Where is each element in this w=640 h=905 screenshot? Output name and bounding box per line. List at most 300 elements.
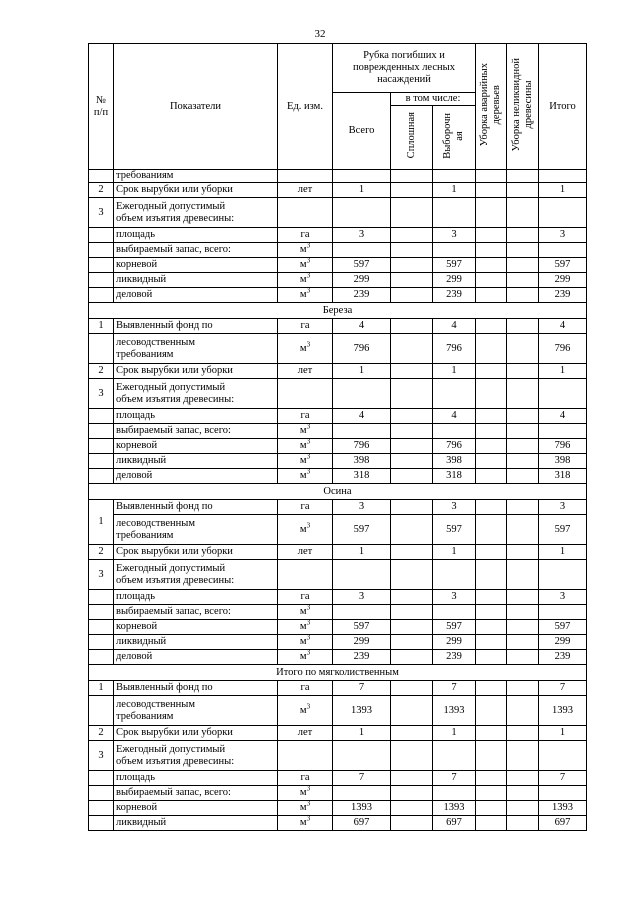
table-cell: [539, 786, 587, 801]
table-cell: 1: [433, 726, 476, 741]
table-cell: [507, 786, 539, 801]
table-cell: [391, 786, 433, 801]
table-cell: [476, 469, 507, 484]
table-cell: 1393: [433, 801, 476, 816]
table-cell: [391, 771, 433, 786]
table-cell: [433, 170, 476, 183]
col-illiquid-header: Уборка неликвидной древесины: [507, 44, 539, 170]
table-cell: $м^3$: [278, 786, 333, 801]
table-row: [89, 816, 587, 831]
table-cell: [476, 741, 507, 771]
table-cell: [391, 560, 433, 590]
table-cell: 697: [333, 816, 391, 831]
table-cell: [391, 635, 433, 650]
table-cell: [333, 560, 391, 590]
table-cell: 1: [333, 183, 391, 198]
table-cell: 597: [433, 515, 476, 545]
table-cell: деловой: [114, 650, 278, 665]
table-cell: $м^3$: [278, 258, 333, 273]
table-cell: 398: [433, 454, 476, 469]
table-cell: 4: [433, 409, 476, 424]
table-cell: 1393: [539, 696, 587, 726]
table-cell: [391, 545, 433, 560]
table-cell: [391, 288, 433, 303]
table-cell: [391, 726, 433, 741]
table-cell: Ежегодный допустимый объем изъятия древесины:: [114, 741, 278, 771]
table-cell: 597: [539, 620, 587, 635]
table-cell: выбираемый запас, всего:: [114, 786, 278, 801]
table-cell: деловой: [114, 288, 278, 303]
table-cell: [89, 635, 114, 650]
table-cell: [507, 726, 539, 741]
table-cell: [89, 288, 114, 303]
table-cell: $м^3$: [278, 801, 333, 816]
col-emergency-header: Уборка аварийных деревьев: [476, 44, 507, 170]
table-cell: [391, 741, 433, 771]
table-cell: 3: [539, 228, 587, 243]
table-cell: ликвидный: [114, 816, 278, 831]
table-cell: Срок вырубки или уборки: [114, 545, 278, 560]
table-cell: [476, 545, 507, 560]
table-cell: $м^3$: [278, 696, 333, 726]
section-aspen: [89, 484, 587, 500]
table-cell: [391, 273, 433, 288]
table-cell: Выявленный фонд по: [114, 319, 278, 334]
table-cell: [476, 681, 507, 696]
table-cell: площадь: [114, 771, 278, 786]
table-cell: [476, 620, 507, 635]
table-cell: [391, 319, 433, 334]
table-cell: га: [278, 409, 333, 424]
table-cell: [476, 650, 507, 665]
table-cell: 398: [539, 454, 587, 469]
table-cell: [391, 469, 433, 484]
table-cell: [476, 439, 507, 454]
table-cell: [539, 243, 587, 258]
table-cell: [433, 243, 476, 258]
table-cell: [89, 273, 114, 288]
col-solid-header: Сплошная: [391, 106, 433, 170]
table-row: [89, 605, 587, 620]
table-cell: [391, 379, 433, 409]
table-cell: Срок вырубки или уборки: [114, 726, 278, 741]
table-cell: 597: [333, 258, 391, 273]
table-row: [89, 319, 587, 334]
table-cell: [507, 228, 539, 243]
table-cell: [507, 650, 539, 665]
table-cell: [278, 170, 333, 183]
table-cell: [391, 198, 433, 228]
table-cell: [507, 273, 539, 288]
table-row: [89, 620, 587, 635]
table-cell: $м^3$: [278, 605, 333, 620]
table-cell: $м^3$: [278, 243, 333, 258]
table-cell: [333, 605, 391, 620]
table-cell: лет: [278, 545, 333, 560]
table-cell: [507, 454, 539, 469]
table-cell: [476, 334, 507, 364]
table-cell: [476, 515, 507, 545]
table-cell: [89, 424, 114, 439]
table-cell: 1: [539, 364, 587, 379]
table-cell: 1393: [433, 696, 476, 726]
table-cell: Итого по мягколиственным: [89, 665, 587, 681]
table-cell: [507, 635, 539, 650]
table-cell: Выявленный фонд по: [114, 500, 278, 515]
table-cell: [476, 560, 507, 590]
table-cell: [507, 681, 539, 696]
table-cell: [507, 258, 539, 273]
table-cell: га: [278, 319, 333, 334]
table-cell: 796: [433, 439, 476, 454]
table-cell: 7: [433, 681, 476, 696]
table-cell: 299: [333, 273, 391, 288]
table-row: [89, 424, 587, 439]
table-cell: $м^3$: [278, 469, 333, 484]
table-cell: [391, 243, 433, 258]
table-cell: [507, 500, 539, 515]
table-cell: лесоводственным требованиям: [114, 515, 278, 545]
table-cell: 239: [539, 650, 587, 665]
table-cell: 2: [89, 183, 114, 198]
table-cell: [89, 650, 114, 665]
table-cell: 1: [539, 545, 587, 560]
table-cell: [507, 379, 539, 409]
table-row: [89, 183, 587, 198]
table-cell: га: [278, 500, 333, 515]
section-birch: [89, 303, 587, 319]
table-cell: га: [278, 681, 333, 696]
table-cell: [89, 439, 114, 454]
table-cell: 7: [433, 771, 476, 786]
table-cell: 1393: [333, 801, 391, 816]
table-cell: [89, 696, 114, 726]
table-cell: [89, 454, 114, 469]
table-cell: [333, 379, 391, 409]
table-cell: $м^3$: [278, 515, 333, 545]
table-cell: ликвидный: [114, 273, 278, 288]
table-cell: [433, 424, 476, 439]
table-cell: [391, 454, 433, 469]
table-cell: [476, 183, 507, 198]
table-cell: 3: [89, 379, 114, 409]
table-cell: 7: [539, 681, 587, 696]
table-row: [89, 364, 587, 379]
table-cell: [89, 228, 114, 243]
table-cell: Береза: [89, 303, 587, 319]
table-cell: [333, 198, 391, 228]
table-row: [89, 243, 587, 258]
table-cell: [539, 198, 587, 228]
table-cell: лет: [278, 364, 333, 379]
table-cell: [89, 590, 114, 605]
table-cell: [476, 243, 507, 258]
table-row: [89, 635, 587, 650]
table-cell: [278, 741, 333, 771]
table-row: [89, 469, 587, 484]
col-indicators-header: Показатели: [114, 44, 278, 170]
table-row: [89, 228, 587, 243]
table-cell: [333, 243, 391, 258]
col-unit-header: Ед. изм.: [278, 44, 333, 170]
table-cell: требованиям: [114, 170, 278, 183]
table-cell: 7: [333, 771, 391, 786]
table-cell: 3: [539, 500, 587, 515]
table-cell: [391, 439, 433, 454]
table-cell: [476, 801, 507, 816]
table-cell: 318: [433, 469, 476, 484]
table-cell: [433, 605, 476, 620]
table-cell: [507, 620, 539, 635]
table-row: [89, 681, 587, 696]
table-cell: [507, 801, 539, 816]
table-row: [89, 258, 587, 273]
table-cell: $м^3$: [278, 424, 333, 439]
table-cell: 597: [333, 620, 391, 635]
section-softwood-total: [89, 665, 587, 681]
table-cell: 299: [433, 635, 476, 650]
table-cell: [333, 424, 391, 439]
table-cell: лесоводственным требованиям: [114, 334, 278, 364]
table-cell: $м^3$: [278, 620, 333, 635]
table-cell: [476, 424, 507, 439]
table-cell: 3: [333, 590, 391, 605]
table-cell: [89, 170, 114, 183]
table-cell: [476, 273, 507, 288]
table-cell: [433, 786, 476, 801]
table-row: [89, 786, 587, 801]
table-cell: 4: [539, 319, 587, 334]
table-cell: 4: [333, 409, 391, 424]
table-cell: 597: [333, 515, 391, 545]
table-cell: 796: [333, 334, 391, 364]
page-number: 32: [314, 28, 326, 40]
table-cell: 3: [433, 228, 476, 243]
table-cell: 1393: [333, 696, 391, 726]
table-cell: лесоводственным требованиям: [114, 696, 278, 726]
table-row: [89, 198, 587, 228]
table-cell: [476, 198, 507, 228]
table-row: [89, 590, 587, 605]
table-cell: Ежегодный допустимый объем изъятия древесины:: [114, 379, 278, 409]
table-cell: [507, 696, 539, 726]
table-cell: [539, 170, 587, 183]
table-cell: [476, 605, 507, 620]
table-cell: [391, 183, 433, 198]
table-row: [89, 454, 587, 469]
table-cell: лет: [278, 726, 333, 741]
table-cell: [507, 771, 539, 786]
col-incl-header: в том числе:: [391, 93, 476, 106]
table-cell: 299: [433, 273, 476, 288]
table-cell: [539, 741, 587, 771]
table-cell: [507, 545, 539, 560]
table-cell: [89, 409, 114, 424]
table-cell: [539, 605, 587, 620]
table-cell: Ежегодный допустимый объем изъятия древесины:: [114, 198, 278, 228]
table-row: [89, 696, 587, 726]
table-cell: [539, 379, 587, 409]
table-row: [89, 545, 587, 560]
table-cell: [89, 258, 114, 273]
table-cell: 1: [433, 183, 476, 198]
table-cell: 3: [333, 228, 391, 243]
table-row: [89, 741, 587, 771]
table-cell: [89, 243, 114, 258]
table-cell: 597: [433, 620, 476, 635]
table-row: [89, 379, 587, 409]
table-cell: [476, 771, 507, 786]
table-cell: 239: [433, 650, 476, 665]
forest-felling-table: [88, 43, 587, 831]
table-cell: [507, 560, 539, 590]
table-cell: выбираемый запас, всего:: [114, 243, 278, 258]
table-row: [89, 288, 587, 303]
table-cell: [507, 590, 539, 605]
table-cell: [476, 816, 507, 831]
table-cell: $м^3$: [278, 273, 333, 288]
table-row: [89, 409, 587, 424]
table-cell: [391, 228, 433, 243]
table-row: [89, 650, 587, 665]
table-cell: 3: [539, 590, 587, 605]
table-cell: [507, 515, 539, 545]
table-cell: [507, 364, 539, 379]
table-cell: [89, 469, 114, 484]
table-cell: [433, 198, 476, 228]
table-cell: [507, 288, 539, 303]
table-cell: га: [278, 590, 333, 605]
table-cell: $м^3$: [278, 635, 333, 650]
table-cell: [476, 319, 507, 334]
table-cell: [507, 469, 539, 484]
table-cell: 239: [333, 288, 391, 303]
table-cell: 1: [539, 726, 587, 741]
table-cell: площадь: [114, 409, 278, 424]
table-cell: 4: [333, 319, 391, 334]
table-row: [89, 726, 587, 741]
table-cell: 3: [433, 500, 476, 515]
table-cell: [507, 183, 539, 198]
table-cell: [507, 605, 539, 620]
table-cell: [476, 288, 507, 303]
table-cell: [278, 198, 333, 228]
table-row: [89, 515, 587, 545]
table-row: [89, 771, 587, 786]
table-cell: [476, 696, 507, 726]
table-cell: [476, 726, 507, 741]
table-cell: лет: [278, 183, 333, 198]
table-cell: 1: [89, 681, 114, 696]
table-cell: Выявленный фонд по: [114, 681, 278, 696]
table-cell: [391, 605, 433, 620]
table-cell: [89, 334, 114, 364]
table-cell: 1: [433, 364, 476, 379]
table-cell: 1: [333, 726, 391, 741]
table-cell: Срок вырубки или уборки: [114, 364, 278, 379]
table-cell: 299: [539, 635, 587, 650]
table-cell: [391, 424, 433, 439]
table-cell: [507, 816, 539, 831]
table-cell: [333, 170, 391, 183]
table-cell: 2: [89, 726, 114, 741]
table-cell: 318: [539, 469, 587, 484]
table-cell: 239: [539, 288, 587, 303]
table-cell: $м^3$: [278, 439, 333, 454]
table-row: [89, 273, 587, 288]
table-cell: [89, 786, 114, 801]
table-cell: 1: [333, 364, 391, 379]
table-cell: [89, 801, 114, 816]
table-cell: 697: [539, 816, 587, 831]
table-cell: [333, 741, 391, 771]
table-cell: Ежегодный допустимый объем изъятия древесины:: [114, 560, 278, 590]
table-cell: [433, 560, 476, 590]
table-cell: 2: [89, 364, 114, 379]
table-cell: [391, 364, 433, 379]
table-cell: $м^3$: [278, 816, 333, 831]
table-cell: 239: [433, 288, 476, 303]
table-cell: [391, 816, 433, 831]
table-cell: [89, 605, 114, 620]
table-cell: 597: [433, 258, 476, 273]
table-cell: $м^3$: [278, 650, 333, 665]
table-cell: [391, 409, 433, 424]
table-cell: [391, 620, 433, 635]
table-cell: 3: [89, 560, 114, 590]
table-cell: [507, 170, 539, 183]
table-cell: площадь: [114, 590, 278, 605]
table-cell: 4: [539, 409, 587, 424]
table-cell: [476, 364, 507, 379]
table-cell: 4: [433, 319, 476, 334]
table-row: [89, 334, 587, 364]
table-cell: [507, 439, 539, 454]
table-cell: [89, 816, 114, 831]
table-cell: 1: [333, 545, 391, 560]
col-selective-header: Выборочн ая: [433, 106, 476, 170]
table-cell: [476, 258, 507, 273]
table-cell: [476, 635, 507, 650]
table-cell: 1: [433, 545, 476, 560]
table-cell: деловой: [114, 469, 278, 484]
table-cell: га: [278, 228, 333, 243]
table-cell: [391, 681, 433, 696]
table-row: [89, 560, 587, 590]
table-cell: [433, 379, 476, 409]
table-cell: корневой: [114, 258, 278, 273]
table-cell: [476, 786, 507, 801]
table-cell: [476, 228, 507, 243]
table-cell: [507, 424, 539, 439]
table-cell: [507, 334, 539, 364]
table-cell: [391, 590, 433, 605]
table-cell: [391, 500, 433, 515]
table-cell: [476, 409, 507, 424]
table-cell: 796: [433, 334, 476, 364]
table-cell: Осина: [89, 484, 587, 500]
table-cell: [539, 560, 587, 590]
col-total-all-header: Всего: [333, 93, 391, 170]
table-cell: [476, 500, 507, 515]
table-cell: площадь: [114, 228, 278, 243]
table-cell: $м^3$: [278, 454, 333, 469]
col-total-header: Итого: [539, 44, 587, 170]
col-num-header: № п/п: [89, 44, 114, 170]
table-cell: 697: [433, 816, 476, 831]
table-cell: [507, 198, 539, 228]
table-cell: $м^3$: [278, 288, 333, 303]
